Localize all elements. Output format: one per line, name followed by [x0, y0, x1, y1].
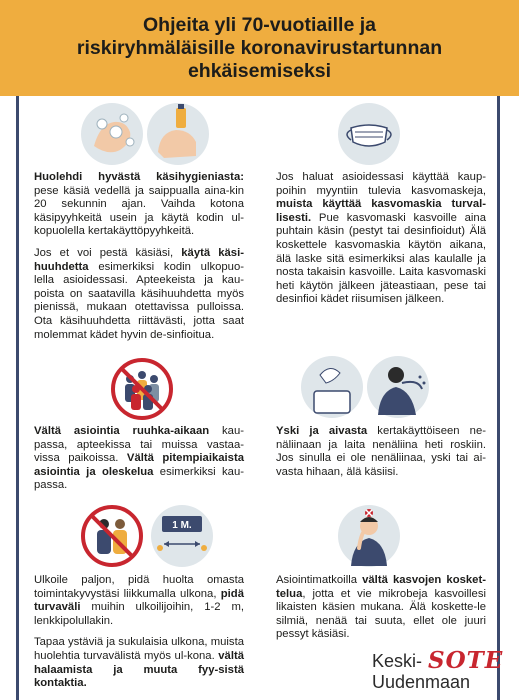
crowds-text-b: esimerkiksi kau-passa.	[34, 465, 244, 492]
no-hugging-icon	[80, 504, 144, 568]
mask-bold: muista käyttää kasvomaskia turval-lisesti.	[276, 198, 486, 224]
sneeze-icon	[300, 355, 430, 419]
title-line-1: Ohjeita yli 70-vuotiaille ja	[142, 14, 376, 36]
outdoor-section	[34, 574, 244, 691]
no-face-touching-icon	[337, 504, 401, 568]
page-title	[0, 14, 519, 83]
crowds-bold-1: Vältä asiointia ruuhka-aikaan	[34, 425, 210, 437]
cough-text: kertakäyttöiseen ne-näliinaan ja laita nenäliina heti roskiin. Jos sinulla ei ole nenäliinaa, yski tai ai-vasta hihaan, älä käsiisi.	[276, 425, 486, 478]
crowds-bold-2: Vältä pitempiaikaista asiointia ja oleskelua	[34, 452, 244, 478]
outdoor-bold: pidä turvaväli	[34, 587, 244, 614]
meeting-bold: vältä halaamista ja muuta fyy-sistä kontaktia.	[34, 649, 244, 690]
outdoor-text-a: Ulkoile paljon, pidä huolta omasta toimintakyvystäsi liikkumalla ulkona,	[34, 574, 244, 600]
sanitizer-text-b: esimerkiksi kodin ulkopuo-lella asioidessasi. Apteekeista ja kau-poista on saatavilla käsihuuhdetta myös pienissä, mukaan otettavissa pulloissa. Ota käsihuuhdetta riittävästi, jotta saat molemmat kädet hyvin de-sinfioitua.	[34, 260, 244, 341]
meeting-text: Tapaa ystäviä ja sukulaisia ulkona, muista huolehtia turvavälistä myös ul-kona.	[34, 636, 244, 662]
hand-hygiene-text: pese käsiä vedellä ja saippualla aina-kin 20 sekunnin ajan. Vaihda kotona käsipyyhkeitä usein ja käytä kodin ul-kopuolella kertakäyttöpyyhkeitä.	[34, 184, 244, 238]
logo-line-2: Uudenmaan	[372, 672, 471, 692]
logo-line-1: Keski-	[372, 651, 423, 671]
mask-text-a: Jos haluat asioidessasi käyttää kaup-poihin myyntiin tulevia kasvomaskeja,	[276, 171, 486, 197]
touch-bold: vältä kasvojen kosket-telua	[276, 574, 486, 600]
title-line-2: riskiryhmäläisille koronavirustartunnan	[76, 37, 443, 59]
hand-hygiene-section	[34, 171, 244, 342]
title-banner	[0, 0, 519, 96]
safe-distance-icon	[150, 504, 214, 568]
distance-label: 1 M.	[172, 520, 192, 531]
crowds-section	[34, 425, 244, 493]
face-mask-section	[276, 171, 486, 307]
touch-text-a: Asiointimatkoilla	[276, 574, 363, 586]
no-crowds-icon	[110, 357, 174, 421]
cough-section	[276, 425, 486, 479]
face-mask-icon	[337, 102, 401, 166]
sanitizer-bold: käytä käsi-huuhdetta	[34, 246, 244, 273]
title-line-3: ehkäisemiseksi	[187, 60, 332, 82]
keski-sote-logo	[372, 647, 504, 695]
cough-bold: Yski ja aivasta	[276, 425, 368, 437]
touch-text-b: , jotta et vie mikrobeja kasvoillesi likaisten käsien mukana. Älä koskette-le silmiä, nenää tai suuta, ellet ole juuri pessyt käsiäsi.	[276, 587, 486, 641]
sanitizer-text-a: Jos et voi pestä käsiäsi,	[34, 246, 182, 259]
face-touching-section	[276, 574, 486, 642]
mask-text-b: Pue kasvomaski kasvoille aina puhtain käsin (pestyt tai desinfioidut) Älä koskettele kasvomaskia käytön aikana, älä laske sitä esimerkiksi alas kaulalle ja nosta takaisin kasvoille. Laita kasvomaski heti käytön jälkeen jäteastiaan, pese tai desinfioi kädet riisumisen jälkeen.	[276, 211, 486, 306]
hand-washing-icon	[80, 102, 210, 166]
hand-hygiene-heading: Huolehdi hyvästä käsihygieniasta:	[34, 171, 244, 183]
logo-brand: SOTE	[428, 647, 504, 674]
crowds-text-a: kau-passa, apteekissa tai muissa vastaa-vissa paikoissa.	[34, 425, 244, 465]
outdoor-text-b: muihin ulkoilijoihin, 1-2 m, lenkkipolullakin.	[34, 601, 244, 627]
